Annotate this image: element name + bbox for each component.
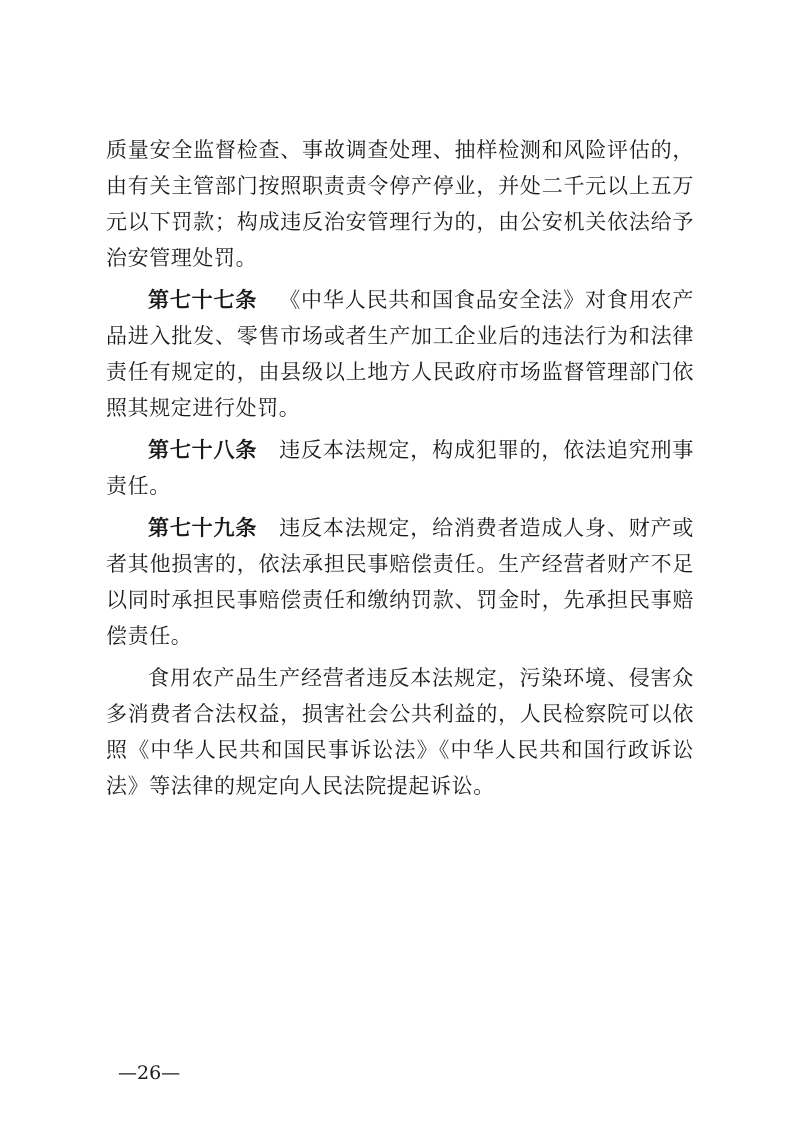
article-79 xyxy=(106,510,694,654)
paragraph-continued xyxy=(106,132,694,276)
article-number: 第七十七条 xyxy=(148,288,258,312)
article-text: 违反本法规定，构成犯罪的，依法追究刑事责任。 xyxy=(106,438,694,498)
paragraph-text: 食用农产品生产经营者违反本法规定，污染环境、侵害众多消费者合法权益，损害社会公共利益的，人民检察院可以依照《中华人民共和国民事诉讼法》《中华人民共和国行政诉讼法》等法律的规定向人民法院提起诉讼。 xyxy=(106,666,694,798)
article-77 xyxy=(106,282,694,426)
article-text: 《中华人民共和国食品安全法》对食用农产品进入批发、零售市场或者生产加工企业后的违法行为和法律责任有规定的，由县级以上地方人民政府市场监督管理部门依照其规定进行处罚。 xyxy=(106,288,694,420)
article-number: 第七十八条 xyxy=(148,438,258,462)
article-78 xyxy=(106,432,694,504)
article-text: 违反本法规定，给消费者造成人身、财产或者其他损害的，依法承担民事赔偿责任。生产经营者财产不足以同时承担民事赔偿责任和缴纳罚款、罚金时，先承担民事赔偿责任。 xyxy=(106,516,694,648)
page-number: —26— xyxy=(118,1062,181,1084)
article-number: 第七十九条 xyxy=(148,516,258,540)
article-79-paragraph-2 xyxy=(106,660,694,804)
document-body xyxy=(106,132,694,810)
paragraph-text: 质量安全监督检查、事故调查处理、抽样检测和风险评估的，由有关主管部门按照职责责令停产停业，并处二千元以上五万元以下罚款；构成违反治安管理行为的，由公安机关依法给予治安管理处罚。 xyxy=(106,138,694,270)
